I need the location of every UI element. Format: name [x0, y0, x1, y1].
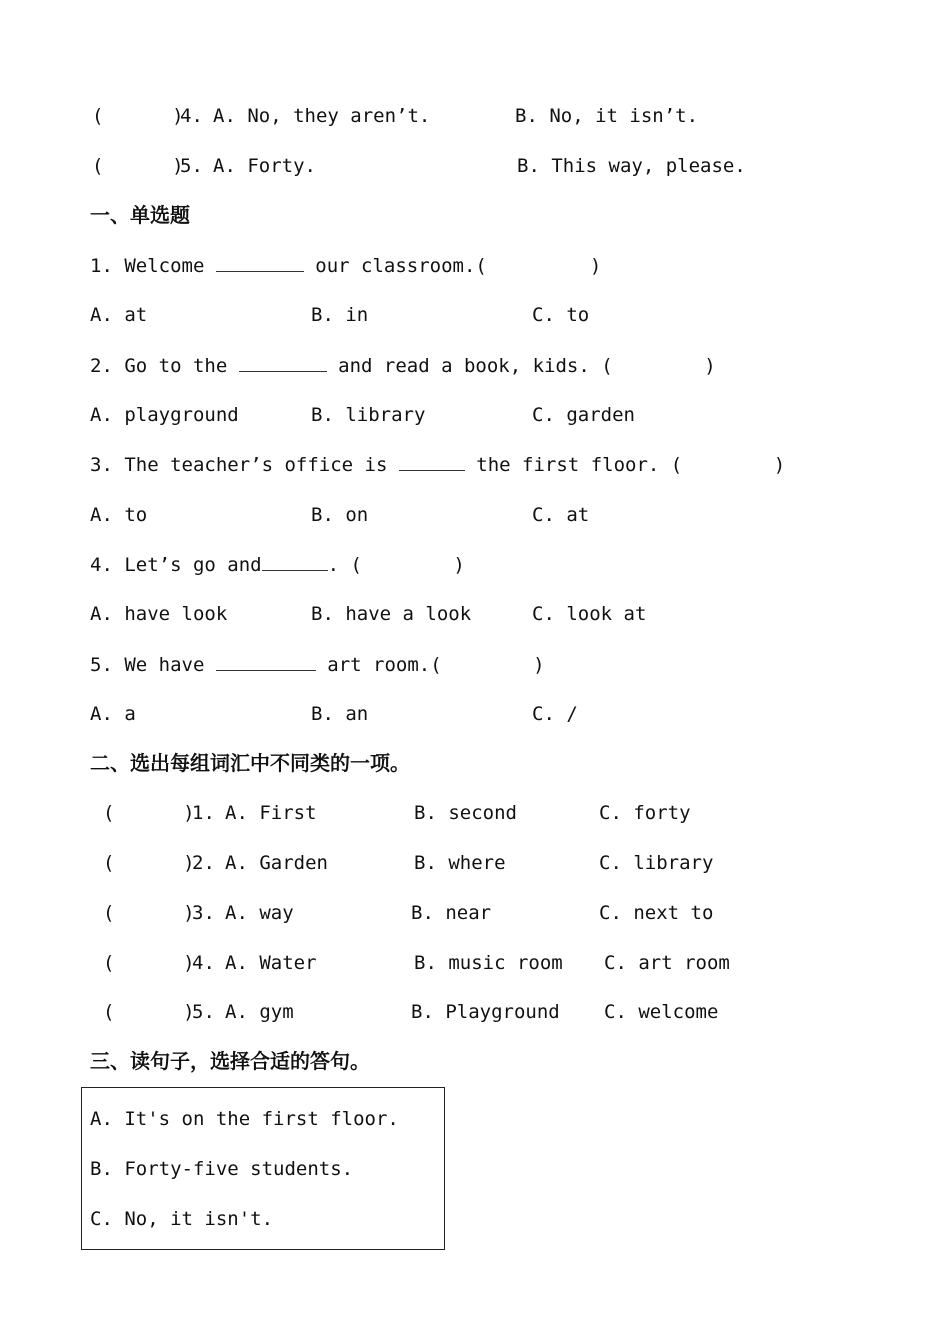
- question-3-option-a[interactable]: A. to: [90, 504, 148, 526]
- listening-q5-option-b: B. This way, please.: [517, 155, 746, 177]
- question-1-option-b[interactable]: B. in: [311, 304, 369, 326]
- answer-option-c: C. No, it isn't.: [90, 1208, 274, 1230]
- answer-option-b: B. Forty-five students.: [90, 1158, 354, 1180]
- question-1-stem-end: our classroom.( ): [303, 255, 602, 277]
- section-1-title: 一、单选题: [90, 203, 190, 227]
- section-3-title: 三、读句子，选择合适的答句。: [90, 1049, 370, 1073]
- odd-one-out-3-option-b: B. near: [411, 902, 492, 924]
- question-5-blank[interactable]: [216, 652, 316, 671]
- question-5-option-a[interactable]: A. a: [90, 703, 136, 725]
- odd-one-out-5-option-a: A. gym: [225, 1001, 294, 1023]
- question-2-stem-end: and read a book, kids. ( ): [326, 355, 716, 377]
- odd-one-out-4-bracket[interactable]: ( ): [103, 952, 195, 974]
- odd-one-out-2-option-b: B. where: [414, 852, 506, 874]
- odd-one-out-2-option-a: A. Garden: [225, 852, 328, 874]
- odd-one-out-5-number: 5.: [192, 1001, 215, 1023]
- odd-one-out-4-option-b: B. music room: [414, 952, 563, 974]
- odd-one-out-4-number: 4.: [192, 952, 215, 974]
- question-2-stem-start: 2. Go to the: [90, 355, 239, 377]
- question-4-stem-start: 4. Let’s go and: [90, 554, 262, 576]
- question-5-stem-start: 5. We have: [90, 654, 216, 676]
- odd-one-out-4-option-c: C. art room: [604, 952, 730, 974]
- question-1-option-a[interactable]: A. at: [90, 304, 148, 326]
- odd-one-out-3-option-a: A. way: [225, 902, 294, 924]
- question-5-option-c[interactable]: C. /: [532, 703, 578, 725]
- question-2-option-b[interactable]: B. library: [311, 404, 426, 426]
- question-4-option-c[interactable]: C. look at: [532, 603, 647, 625]
- question-4-stem: [90, 552, 465, 577]
- question-4-option-b[interactable]: B. have a look: [311, 603, 472, 625]
- listening-q5-number: 5.: [180, 155, 203, 177]
- odd-one-out-1-bracket[interactable]: ( ): [103, 802, 195, 824]
- question-5-option-b[interactable]: B. an: [311, 703, 369, 725]
- question-3-stem-end: the first floor. ( ): [464, 454, 786, 476]
- question-1-option-c[interactable]: C. to: [532, 304, 590, 326]
- odd-one-out-3-number: 3.: [192, 902, 215, 924]
- odd-one-out-5-bracket[interactable]: ( ): [103, 1001, 195, 1023]
- question-4-blank[interactable]: [262, 552, 328, 571]
- question-2-option-c[interactable]: C. garden: [532, 404, 635, 426]
- listening-q4-bracket[interactable]: ( ): [92, 105, 184, 127]
- question-3-option-b[interactable]: B. on: [311, 504, 369, 526]
- question-2-option-a[interactable]: A. playground: [90, 404, 239, 426]
- odd-one-out-5-option-c: C. welcome: [604, 1001, 719, 1023]
- odd-one-out-1-number: 1.: [192, 802, 215, 824]
- odd-one-out-3-bracket[interactable]: ( ): [103, 902, 195, 924]
- listening-q4-option-a: A. No, they aren’t.: [213, 105, 431, 127]
- listening-q5-bracket[interactable]: ( ): [92, 155, 184, 177]
- question-3-stem: [90, 452, 785, 477]
- question-4-stem-end: . ( ): [327, 554, 465, 576]
- listening-q5-option-a: A. Forty.: [213, 155, 316, 177]
- question-4-option-a[interactable]: A. have look: [90, 603, 228, 625]
- odd-one-out-1-option-b: B. second: [414, 802, 517, 824]
- question-1-stem: [90, 253, 601, 278]
- odd-one-out-2-option-c: C. library: [599, 852, 714, 874]
- odd-one-out-2-number: 2.: [192, 852, 215, 874]
- odd-one-out-2-bracket[interactable]: ( ): [103, 852, 195, 874]
- question-3-blank[interactable]: [399, 452, 465, 471]
- odd-one-out-4-option-a: A. Water: [225, 952, 317, 974]
- listening-q4-number: 4.: [180, 105, 203, 127]
- question-1-blank[interactable]: [216, 253, 304, 272]
- question-1-stem-start: 1. Welcome: [90, 255, 216, 277]
- question-3-option-c[interactable]: C. at: [532, 504, 590, 526]
- question-2-stem: [90, 353, 716, 378]
- odd-one-out-1-option-c: C. forty: [599, 802, 691, 824]
- question-2-blank[interactable]: [239, 353, 327, 372]
- question-5-stem: [90, 652, 545, 677]
- odd-one-out-1-option-a: A. First: [225, 802, 317, 824]
- odd-one-out-3-option-c: C. next to: [599, 902, 714, 924]
- listening-q4-option-b: B. No, it isn’t.: [515, 105, 699, 127]
- question-3-stem-start: 3. The teacher’s office is: [90, 454, 399, 476]
- answer-option-a: A. It's on the first floor.: [90, 1108, 399, 1130]
- odd-one-out-5-option-b: B. Playground: [411, 1001, 560, 1023]
- question-5-stem-end: art room.( ): [315, 654, 545, 676]
- section-2-title: 二、选出每组词汇中不同类的一项。: [90, 751, 410, 775]
